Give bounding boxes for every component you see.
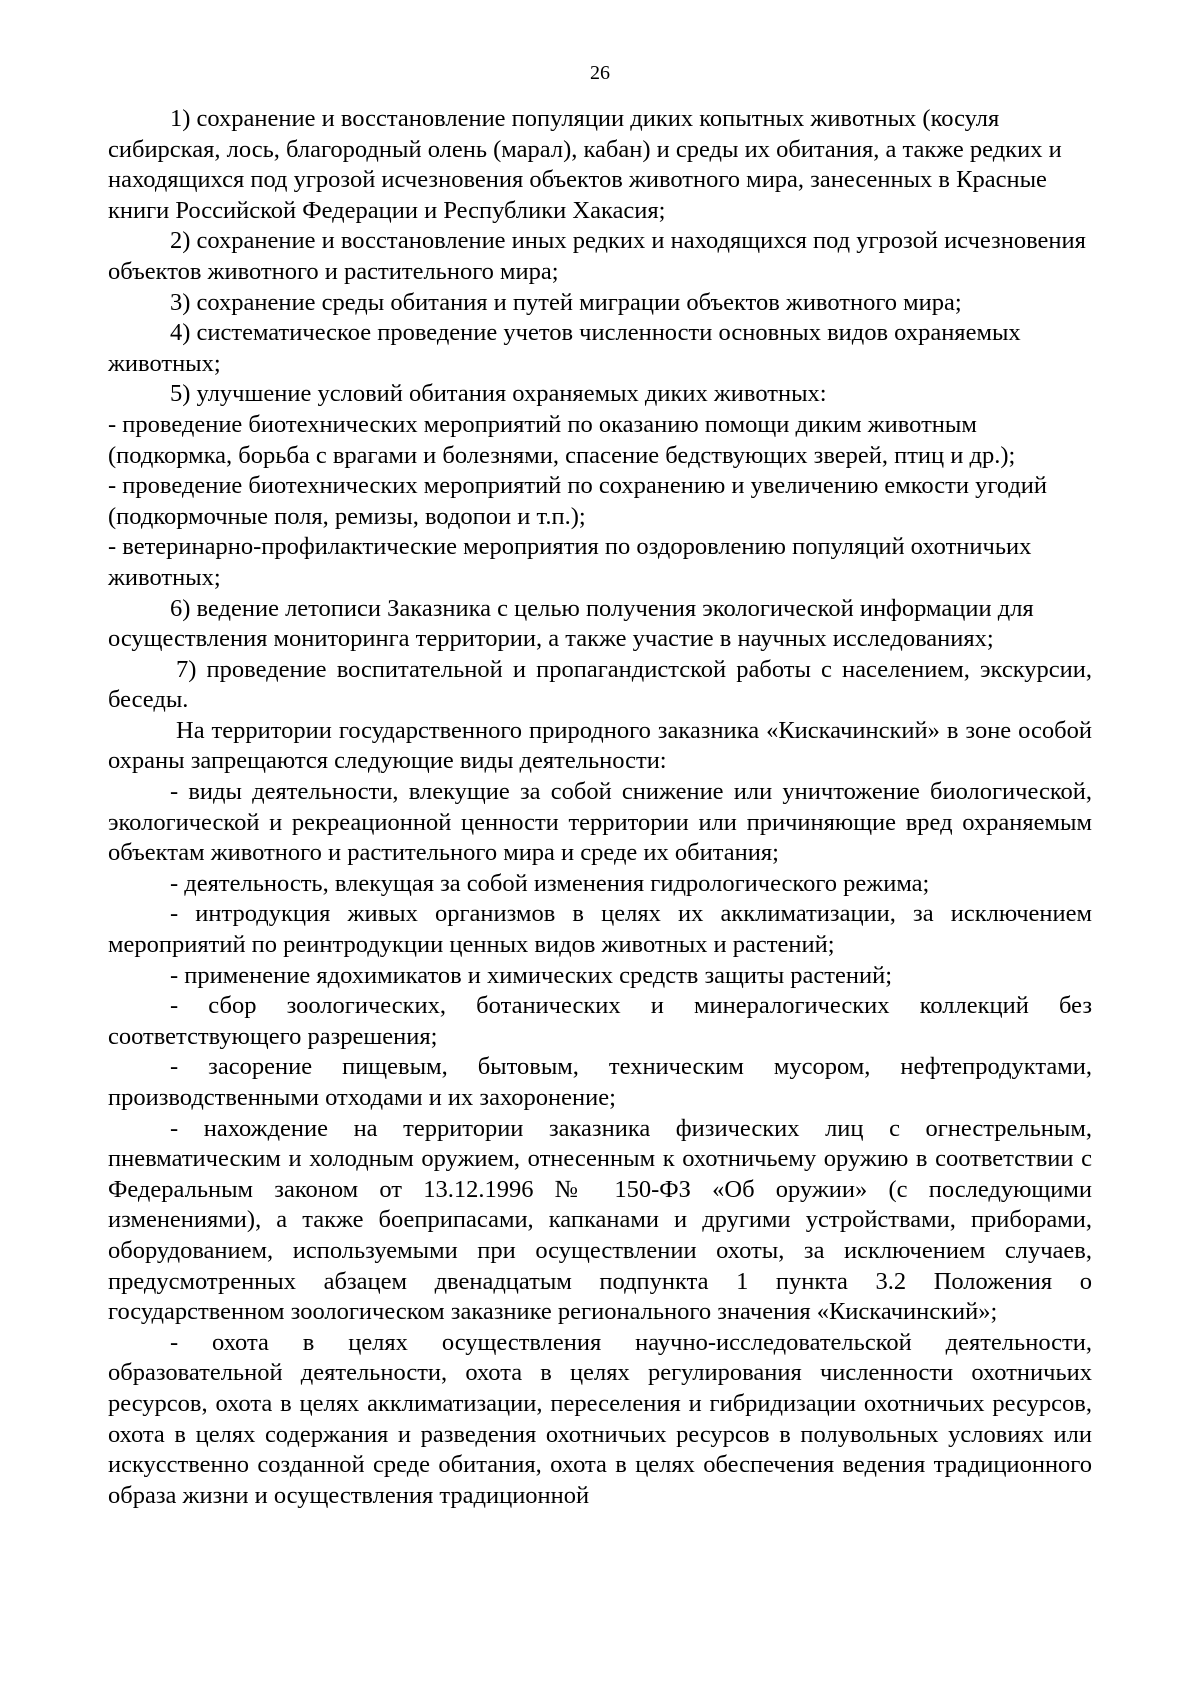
list-item-5: 5) улучшение условий обитания охраняемых диких животных:: [170, 380, 827, 408]
list-item-1: 1) сохранение и восстановление популяции диких копытных животных (косуля сибирская, лось, благородный олень (марал), кабан) и среды их обитания, а также редких и находящихся под угрозой исчезновения объектов животного мира, занесенных в Красные книги Российской Федерации и Республики Хакасия;: [108, 105, 1062, 224]
prohibition-item: - интродукция живых организмов в целях их акклиматизации, за исключением мероприятий по реинтродукции ценных видов животных и растений;: [108, 900, 1092, 959]
prohibition-item: - нахождение на территории заказника физических лиц с огнестрельным, пневматическим и холодным оружием, отнесенным к охотничьему оружию в соответствии с Федеральным законом от 13.12.1996 № 150-ФЗ «Об оружии» (с последующими изменениями), а также боеприпасами, капканами и другими устройствами, приборами, оборудованием, используемыми при осуществлении охоты, за исключением случаев, предусмотренных абзацем двенадцатым подпункта 1 пункта 3.2 Положения о государственном зоологическом заказнике регионального значения «Кискачинский»;: [108, 1114, 1092, 1326]
list-item-7: 7) проведение воспитательной и пропагандистской работы с населением, экскурсии, беседы.: [108, 655, 1092, 714]
prohibition-item: - деятельность, влекущая за собой изменения гидрологического режима;: [170, 869, 930, 897]
sub-item-veterinary: - ветеринарно-профилактические мероприятия по оздоровлению популяций охотничьих животных;: [108, 533, 1032, 591]
prohibition-item: - сбор зоологических, ботанических и минералогических коллекций без соответствующего разрешения;: [108, 992, 1092, 1050]
document-body: [108, 104, 1092, 1511]
prohibition-item: - засорение пищевым, бытовым, техническим мусором, нефтепродуктами, производственными отходами и их захоронение;: [108, 1053, 1092, 1111]
sub-item-biotech-help: - проведение биотехнических мероприятий по оказанию помощи диким животным (подкормка, борьба с врагами и болезнями, спасение бедствующих зверей, птиц и др.);: [108, 410, 1016, 469]
list-item-2: 2) сохранение и восстановление иных редких и находящихся под угрозой исчезновения объектов животного и растительного мира;: [108, 227, 1086, 285]
prohibition-item: - применение ядохимикатов и химических средств защиты растений;: [170, 961, 893, 989]
list-item-4: 4) систематическое проведение учетов численности основных видов охраняемых животных;: [108, 319, 1021, 377]
sub-item-biotech-capacity: - проведение биотехнических мероприятий по сохранению и увеличению емкости угодий (подкормочные поля, ремизы, водопои и т.п.);: [108, 472, 1048, 530]
prohibition-item: - охота в целях осуществления научно-исследовательской деятельности, образовательной деятельности, охота в целях регулирования численности охотничьих ресурсов, охота в целях акклиматизации, переселения и гибридизации охотничьих ресурсов, охота в целях содержания и разведения охотничьих ресурсов в полувольных условиях или искусственно созданной среде обитания, охота в целях обеспечения ведения традиционного образа жизни и осуществления традиционной: [108, 1328, 1092, 1509]
prohibitions-intro: На территории государственного природного заказника «Кискачинский» в зоне особой охраны запрещаются следующие виды деятельности:: [108, 716, 1092, 775]
list-item-3: 3) сохранение среды обитания и путей миграции объектов животного мира;: [170, 288, 962, 316]
prohibition-item: - виды деятельности, влекущие за собой снижение или уничтожение биологической, экологической и рекреационной ценности территории или причиняющие вред охраняемым объектам животного и растительного мира и среде их обитания;: [108, 778, 1092, 867]
list-item-6: 6) ведение летописи Заказника с целью получения экологической информации для осуществления мониторинга территории, а также участие в научных исследованиях;: [108, 594, 1034, 653]
page-number: 26: [590, 62, 610, 84]
